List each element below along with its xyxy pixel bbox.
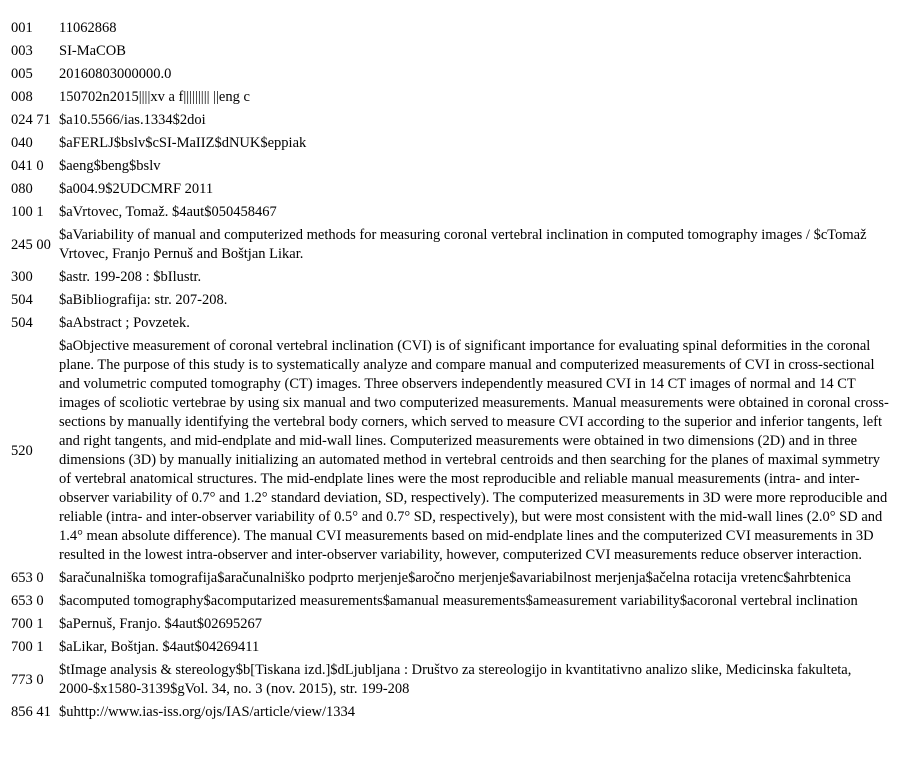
marc-field-080 (11, 180, 892, 199)
marc-field-700 (11, 615, 892, 634)
marc-field-005 (11, 65, 892, 84)
field-tag: 520 (11, 442, 33, 459)
field-tag: 080 (11, 181, 33, 197)
marc-field-300 (11, 268, 892, 287)
field-tag: 024 71 (11, 112, 51, 128)
field-value: 20160803000000.0 (59, 66, 172, 82)
field-value: $uhttp://www.ias-iss.org/ojs/IAS/article/view/1334 (59, 704, 356, 720)
marc-field-008 (11, 88, 892, 107)
field-tag: 001 (11, 20, 33, 36)
field-tag: 856 41 (11, 704, 51, 720)
marc-field-024 (11, 111, 892, 130)
field-value: $aračunalniška tomografija$aračunalniško podprto merjenje$aročno merjenje$avariabilnost merjenja$ačelna rotacija vretenc$ahrbtenica (59, 570, 851, 586)
marc-field-245 (11, 226, 892, 264)
field-value: $aLikar, Boštjan. $4aut$04269411 (59, 639, 260, 655)
marc-field-700 (11, 638, 892, 657)
marc-field-520 (11, 337, 892, 565)
marc-field-773 (11, 661, 892, 699)
field-value: $acomputed tomography$acomputarized measurements$amanual measurements$ameasurement variability$acoronal vertebral inclination (59, 593, 858, 609)
field-tag: 504 (11, 315, 33, 331)
marc-field-504 (11, 291, 892, 310)
field-value: $aeng$beng$bslv (59, 158, 161, 174)
field-tag: 653 0 (11, 593, 44, 609)
marc-field-856 (11, 703, 892, 722)
marc-field-653 (11, 592, 892, 611)
field-value: $astr. 199-208 : $bIlustr. (59, 269, 202, 285)
marc-field-001 (11, 19, 892, 38)
marc-field-653 (11, 569, 892, 588)
field-tag: 041 0 (11, 158, 44, 174)
field-tag: 773 0 (11, 671, 44, 688)
field-value: $aObjective measurement of coronal vertebral inclination (CVI) is of significant importance for evaluating spinal deformities in the coronal plane. The purpose of this study is to systematically analyze and compare manual and computerized measurements of CVI in cross-sectional and volumetric computed tomography (CT) images. Three observers independently measured CVI in 14 CT images of normal and 14 CT images of scoliotic vertebrae by using six manual and two computerized measurements. Manual measurements were obtained in coronal cross-sections by manually identifying the vertebral body corners, which served to measure CVI according to the superior and inferior tangents, left and right tangents, and mid-endplate and mid-wall lines. Computerized measurements were obtained in two dimensions (2D) and in three dimensions (3D) by manually initializing an automated method in vertebral centroids and then searching for the planes of maximal symmetry of vertebral anatomical structures. The mid-endplate lines were the most reproducible and reliable manual measurements (intra- and inter-observer variability of 0.7° and 1.2° standard deviation, SD, respectively). The computerized measurements in 3D were more reproducible and reliable (intra- and inter-observer variability of 0.5° and 0.7° SD, respectively), but were most consistent with the mid-wall lines (2.0° SD and 1.4° mean absolute difference). The manual CVI measurements based on mid-endplate lines and the computerized CVI measurements in 3D resulted in the lowest intra-observer and inter-observer variability, however, computerized CVI measurements reduce observer interaction. (59, 338, 889, 563)
field-value: $aAbstract ; Povzetek. (59, 315, 190, 331)
field-tag: 300 (11, 269, 33, 285)
field-value: $a10.5566/ias.1334$2doi (59, 112, 206, 128)
field-tag: 100 1 (11, 204, 44, 220)
field-value: $a004.9$2UDCMRF 2011 (59, 181, 214, 197)
field-value: $aVrtovec, Tomaž. $4aut$050458467 (59, 204, 277, 220)
field-value: SI-MaCOB (59, 43, 126, 59)
field-value: $aPernuš, Franjo. $4aut$02695267 (59, 616, 262, 632)
field-value: $tImage analysis & stereology$b[Tiskana izd.]$dLjubljana : Društvo za stereologijo in kvantitativno analizo slike, Medicinska fakulteta, 2000-$x1580-3139$gVol. 34, no. 3 (nov. 2015), str. 199-208 (59, 662, 852, 697)
marc-record-table (9, 15, 894, 726)
field-tag: 504 (11, 292, 33, 308)
field-tag: 245 00 (11, 236, 51, 253)
field-tag: 003 (11, 43, 33, 59)
field-value: $aBibliografija: str. 207-208. (59, 292, 228, 308)
field-tag: 700 1 (11, 639, 44, 655)
field-value: 150702n2015||||xv a f||||||||| ||eng c (59, 89, 250, 105)
marc-field-040 (11, 134, 892, 153)
field-tag: 005 (11, 66, 33, 82)
field-tag: 700 1 (11, 616, 44, 632)
marc-field-041 (11, 157, 892, 176)
field-tag: 040 (11, 135, 33, 151)
marc-field-003 (11, 42, 892, 61)
field-tag: 653 0 (11, 570, 44, 586)
field-value: 11062868 (59, 20, 117, 36)
field-value: $aFERLJ$bslv$cSI-MaIIZ$dNUK$eppiak (59, 135, 307, 151)
marc-field-504 (11, 314, 892, 333)
field-tag: 008 (11, 89, 33, 105)
marc-field-100 (11, 203, 892, 222)
field-value: $aVariability of manual and computerized methods for measuring coronal vertebral inclination in computed tomography images / $cTomaž Vrtovec, Franjo Pernuš and Boštjan Likar. (59, 227, 867, 262)
